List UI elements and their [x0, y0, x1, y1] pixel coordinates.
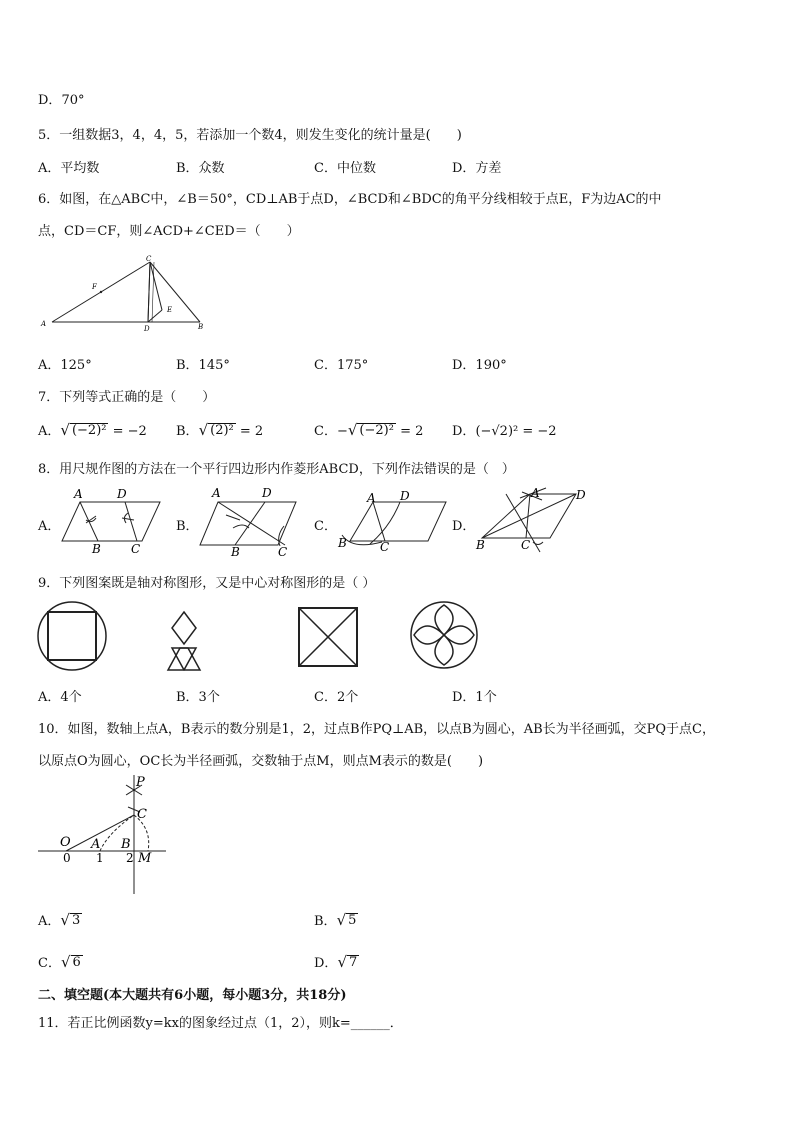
option-value: 70° — [61, 93, 85, 108]
q10-option-a[interactable] — [38, 910, 82, 929]
q8c-label-a: A — [367, 491, 376, 505]
q10-option-c[interactable] — [38, 952, 83, 971]
q10-option-b[interactable] — [314, 910, 358, 929]
radicand: 6 — [72, 954, 81, 970]
rhs: = 2 — [395, 424, 424, 439]
q8-option-b[interactable]: B． — [176, 519, 199, 534]
tick-1: 1 — [96, 851, 104, 865]
radicand: 7 — [349, 954, 358, 970]
sqrt-icon: √ — [60, 421, 70, 439]
q9-option-b[interactable]: B．3个 — [176, 690, 220, 705]
q8b-label-d: D — [262, 486, 272, 500]
q8c-label-d: D — [400, 489, 410, 503]
option-label: D． — [452, 424, 476, 439]
q6-stem-line1: 6．如图，在△ABC中，∠B＝50°，CD⊥AB于点D，∠BCD和∠BDC的角平分线相较于点E，F为边AC的中 — [38, 192, 662, 207]
q9-option-a[interactable]: A．4个 — [38, 690, 82, 705]
q8b-label-b: B — [231, 545, 240, 559]
label-m: M — [138, 851, 152, 866]
q5-option-d[interactable]: D．方差 — [452, 161, 502, 176]
label-c: C — [146, 255, 152, 263]
option-value: (−√2)² = −2 — [475, 424, 557, 439]
q8a-label-d: D — [117, 487, 127, 501]
sqrt-icon: √ — [198, 421, 209, 439]
q6-option-c[interactable]: C．175° — [314, 358, 369, 373]
sqrt-icon: √ — [60, 911, 70, 929]
label-a: A — [91, 837, 101, 852]
q8d-label-d: D — [576, 488, 586, 502]
q8-option-a[interactable]: A． — [38, 519, 61, 534]
radicand: 5 — [348, 912, 357, 928]
label-o: O — [60, 835, 71, 850]
q8b-label-c: C — [278, 545, 288, 559]
tick-2: 2 — [126, 851, 134, 865]
label-c: C — [137, 807, 147, 822]
label-a: A — [41, 320, 47, 328]
q9-option-d[interactable]: D．1个 — [452, 690, 497, 705]
label-b: B — [198, 323, 204, 331]
prefix: − — [336, 424, 348, 439]
option-label: C． — [38, 956, 61, 971]
radicand: (−2)² — [359, 422, 394, 438]
q8a-label-a: A — [74, 487, 83, 501]
q8d-label-c: C — [521, 538, 531, 552]
option-label: D． — [38, 93, 62, 108]
sqrt-icon: √ — [347, 421, 358, 439]
radicand: (−2)² — [71, 422, 107, 438]
q8d-label-a: A — [531, 486, 540, 500]
option-label: A． — [38, 914, 61, 929]
sqrt-icon: √ — [60, 953, 71, 971]
q6-option-d[interactable]: D．190° — [452, 358, 507, 373]
q5-option-a[interactable]: A．平均数 — [38, 161, 100, 176]
label-d: D — [144, 325, 150, 333]
option-label: A． — [38, 424, 61, 439]
label-e: E — [167, 306, 173, 314]
q6-option-b[interactable]: B．145° — [176, 358, 230, 373]
q5-stem: 5．一组数据3，4，4，5，若添加一个数4，则发生变化的统计量是( ) — [38, 128, 462, 143]
q11-stem: 11．若正比例函数y=kx的图象经过点（1，2），则k=______． — [38, 1016, 403, 1031]
q8-option-d[interactable]: D． — [452, 519, 476, 534]
q8d-label-b: B — [476, 538, 485, 552]
radicand: 3 — [71, 912, 81, 928]
option-label: B． — [176, 424, 199, 439]
q5-option-b[interactable]: B．众数 — [176, 161, 225, 176]
rhs: = −2 — [108, 424, 147, 439]
radicand: (2)² — [210, 422, 234, 438]
q6-stem-line2: 点，CD＝CF，则∠ACD+∠CED＝（ ） — [38, 224, 300, 239]
label-p: P — [136, 775, 145, 790]
q8c-label-b: B — [338, 536, 347, 550]
label-f: F — [92, 283, 97, 291]
q8c-label-c: C — [380, 540, 390, 554]
q8a-label-b: B — [92, 542, 101, 556]
q9-option-c[interactable]: C．2个 — [314, 690, 359, 705]
section-2-title: 二、填空题(本大题共有6小题，每小题3分，共18分) — [38, 988, 347, 1003]
label-b: B — [121, 837, 131, 852]
q6-option-a[interactable]: A．125° — [38, 358, 92, 373]
q8a-label-c: C — [131, 542, 141, 556]
q8-stem: 8．用尺规作图的方法在一个平行四边形内作菱形ABCD，下列作法错误的是（ ） — [38, 462, 515, 477]
q9-stem: 9．下列图案既是轴对称图形，又是中心对称图形的是（ ） — [38, 576, 376, 591]
q10-stem-line2: 以原点O为圆心，OC长为半径画弧，交数轴于点M，则点M表示的数是( ) — [38, 754, 484, 769]
q5-option-c[interactable]: C．中位数 — [314, 161, 376, 176]
option-label: B． — [314, 914, 337, 929]
option-label: C． — [314, 424, 337, 439]
q10-option-d[interactable] — [314, 952, 359, 971]
q10-stem-line1: 10．如图，数轴上点A，B表示的数分别是1，2，过点B作PQ⊥AB，以点B为圆心，AB长为半径画弧，交PQ于点C， — [38, 722, 715, 737]
rhs: = 2 — [235, 424, 264, 439]
tick-0: 0 — [63, 851, 71, 865]
q8-option-c[interactable]: C． — [314, 519, 337, 534]
option-label: D． — [314, 956, 338, 971]
q8b-label-a: A — [212, 486, 221, 500]
sqrt-icon: √ — [337, 953, 347, 971]
sqrt-icon: √ — [336, 911, 347, 929]
q7-stem: 7．下列等式正确的是（ ） — [38, 390, 216, 405]
